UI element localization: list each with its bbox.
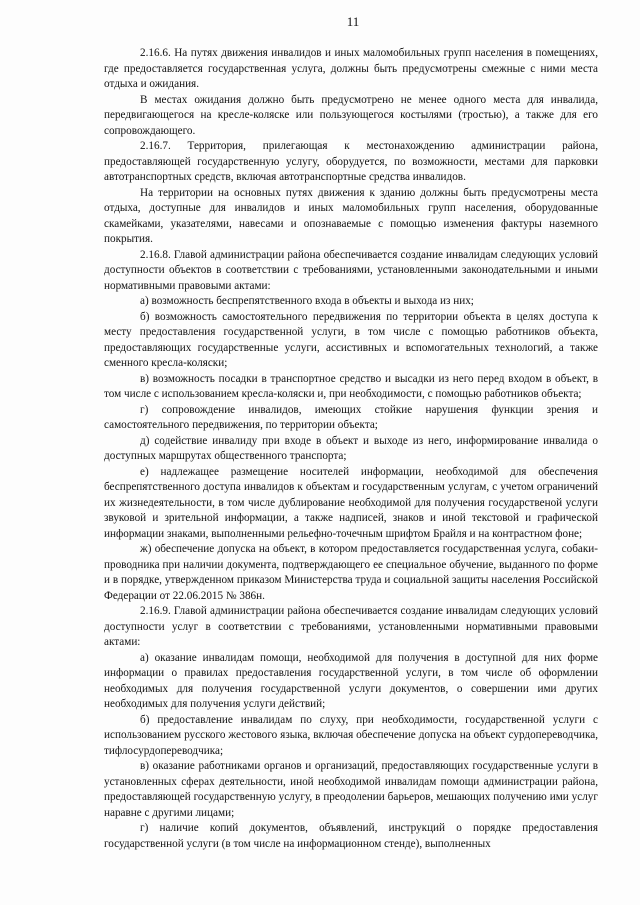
list-item-b: б) возможность самостоятельного передвижения по территории объекта в целях доступа к месту предоставления государственной услуги, в том числе с помощью работников объекта, предоставляющих государственные услуги, ассистивных и вспомогательных технологий, а также сменного кресла-коляски; (104, 310, 598, 369)
page-number: 11 (346, 14, 360, 29)
paragraph-waiting-places: В местах ожидания должно быть предусмотрено не менее одного места для инвалида, передвигающегося на кресле-коляске или пользующегося костылями (тростью), а также для его сопровождающего. (104, 93, 598, 137)
paragraph-2-16-9: 2.16.9. Главой администрации района обеспечивается создание инвалидам следующих условий доступности услуг в соответствии с требованиями, установленными нормативными правовыми актами: (104, 605, 598, 648)
list-item-a: а) возможность беспрепятственного входа в объекты и выхода из них; (140, 295, 474, 307)
paragraph-territory-rest-places: На территории на основных путях движения к зданию должны быть предусмотрены места отдыха, доступные для инвалидов и иных маломобильных групп населения, оборудованные скамейками, указателями, навесами и опознаваемые с помощью изменения фактуры наземного покрытия. (104, 186, 598, 245)
paragraph-2-16-6: 2.16.6. На путях движения инвалидов и иных маломобильных групп населения в помещениях, где предоставляется государственная услуга, должны быть предусмотрены смежные с ними места отдыха и ожидания. (104, 47, 598, 90)
list-item-zh: ж) обеспечение допуска на объект, в котором предоставляется государственная услуга, собаки-проводника при наличии документа, подтверждающего ее специальное обучение, выданного по форме и в порядке, утвержденном приказом Министерства труда и социальной защиты населения Российской Федерации от 22.06.2015 № 386н. (104, 543, 598, 602)
paragraph-2-16-7: 2.16.7. Территория, прилегающая к местонахождению администрации района, предоставляющей государственную услугу, оборудуется, по возможности, местами для парковки автотранспортных средств, включая автотранспортные средства инвалидов. (104, 140, 598, 183)
service-item-b: б) предоставление инвалидам по слуху, при необходимости, государственной услуги с использованием русского жестового языка, включая обеспечение допуска на объект сурдопереводчика, тифлосурдопереводчика; (104, 713, 598, 757)
list-item-e: е) надлежащее размещение носителей информации, необходимой для обеспечения беспрепятственного доступа инвалидов к объектам и государственным услугам, с учетом ограничений их жизнедеятельности, в том числе дублирование необходимой для получения государственой услуги звуковой и зрительной информации, а также надписей, знаков и иной текстовой и графической информации знаками, выполненными рельефно-точечным шрифтом Брайля и на контрастном фоне; (104, 465, 598, 540)
service-item-a: а) оказание инвалидам помощи, необходимой для получения в доступной для них форме информации о правилах предоставления государственной услуги, в том числе об оформлении необходимых для получения государственной услуги документов, о совершении ими других необходимых для получения услуги действий; (104, 651, 598, 710)
list-item-v: в) возможность посадки в транспортное средство и высадки из него перед входом в объект, в том числе с использованием кресла-коляски и, при необходимости, с помощью работников объекта; (104, 372, 598, 400)
service-item-v: в) оказание работниками органов и организаций, предоставляющих государственные услуги в установленных сферах деятельности, иной необходимой инвалидам помощи администрации района, предоставляющей государственную услугу, в преодолении барьеров, мешающих получению ими услуг наравне с другими лицами; (104, 760, 598, 819)
list-item-g: г) сопровождение инвалидов, имеющих стойкие нарушения функции зрения и самостоятельного передвижения, по территории объекта; (104, 403, 598, 431)
list-item-d: д) содействие инвалиду при входе в объект и выходе из него, информирование инвалида о доступных маршрутах общественного транспорта; (104, 434, 598, 462)
service-item-g: г) наличие копий документов, объявлений, инструкций о порядке предоставления государственной услуги (в том числе на информационном стенде), выполненных (104, 822, 598, 850)
paragraph-2-16-8: 2.16.8. Главой администрации района обеспечивается создание инвалидам следующих условий доступности объектов в соответствии с требованиями, установленными законодательными и иными нормативными правовыми актами: (104, 248, 598, 292)
